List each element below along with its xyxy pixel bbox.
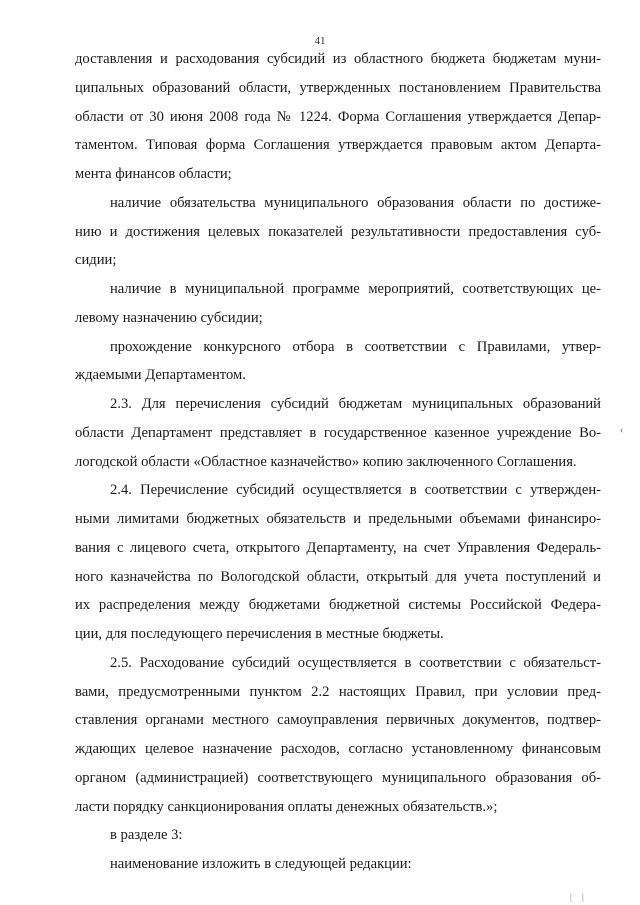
- document-body: [75, 45, 601, 879]
- scan-corner-mark: | |: [570, 892, 588, 902]
- text-line: вания с лицевого счета, открытого Департаменту, на счет Управления Федераль-: [75, 539, 601, 556]
- text-line: органом (администрацией) соответствующего муниципального образования об-: [75, 769, 601, 786]
- text-line: левому назначению субсидии;: [75, 309, 263, 326]
- text-line: доставления и расходования субсидий из областного бюджета бюджетам муни-: [75, 51, 601, 67]
- text-line: их распределения между бюджетами бюджетной системы Российской Федера-: [75, 597, 601, 614]
- text-line: области от 30 июня 2008 года № 1224. Форма Соглашения утверждается Депар-: [75, 108, 601, 125]
- text-line: 2.4. Перечисление субсидий осуществляется в соответствии с утвержден-: [110, 482, 601, 499]
- text-line: 2.5. Расходование субсидий осуществляется в соответствии с обязательст-: [110, 654, 601, 671]
- text-line: нию и достижения целевых показателей результативности предоставления суб-: [75, 223, 601, 240]
- text-line: в разделе 3:: [110, 827, 183, 844]
- text-line: сидии;: [75, 252, 117, 269]
- text-line: ного казначейства по Вологодской области, открытый для учета поступлений и: [75, 568, 601, 585]
- text-line: прохождение конкурсного отбора в соответствии с Правилами, утвер-: [110, 338, 601, 355]
- text-line: вами, предусмотренными пунктом 2.2 настоящих Правил, при условии пред-: [75, 683, 601, 700]
- text-line: мента финансов области;: [75, 166, 232, 182]
- text-line: ставления органами местного самоуправления первичных документов, подтвер-: [75, 712, 601, 729]
- text-line: ции, для последующего перечисления в местные бюджеты.: [75, 626, 444, 642]
- text-line: области Департамент представляет в государственное казенное учреждение Во-: [75, 424, 601, 441]
- text-line: логодской области «Областное казначейство» копию заключенного Соглашения.: [75, 453, 577, 470]
- text-line: ждаемыми Департаментом.: [75, 367, 246, 384]
- text-line: ждающих целевое назначение расходов, согласно установленному финансовым: [75, 741, 601, 757]
- text-line: ципальных образований области, утвержденных постановлением Правительства: [75, 79, 601, 96]
- text-line: наличие в муниципальной программе мероприятий, соответствующих це-: [110, 281, 601, 297]
- margin-mark: ‹: [620, 425, 624, 436]
- text-line: ными лимитами бюджетных обязательств и предельными объемами финансиро-: [75, 511, 601, 527]
- page-number: 41: [314, 35, 326, 47]
- text-line: таментом. Типовая форма Соглашения утверждается правовым актом Департа-: [75, 137, 601, 154]
- text-line: наименование изложить в следующей редакции:: [110, 856, 412, 872]
- text-line: ласти порядку санкционирования оплаты денежных обязательств.»;: [75, 798, 498, 815]
- text-line: наличие обязательства муниципального образования области по достиже-: [110, 194, 601, 211]
- text-line: 2.3. Для перечисления субсидий бюджетам муниципальных образований: [110, 396, 601, 412]
